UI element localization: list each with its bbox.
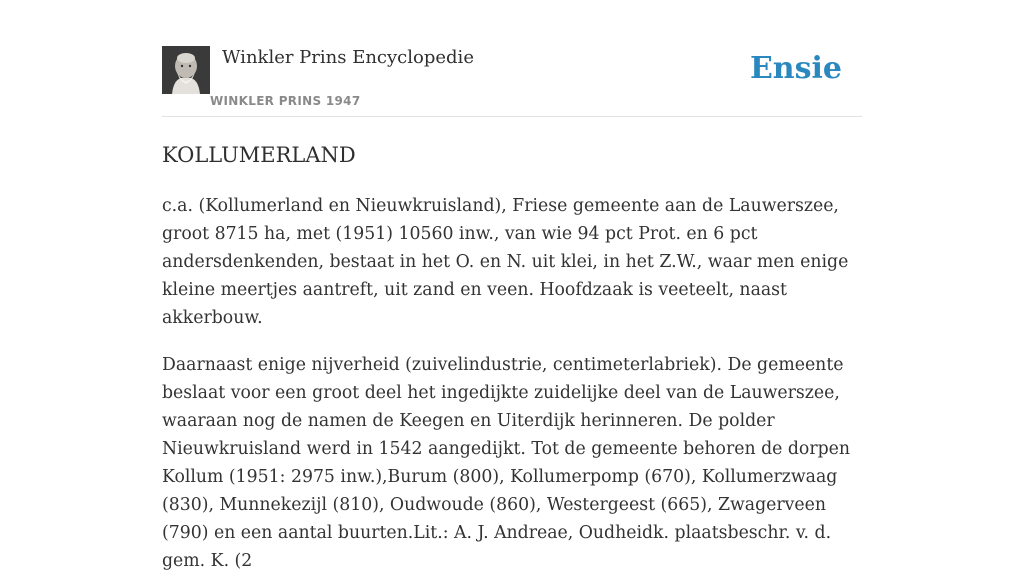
site-title[interactable]: Winkler Prins Encyclopedie [222,47,474,68]
article-paragraph: Daarnaast enige nijverheid (zuivelindustrie, centimeterlabriek). De gemeente beslaat voor een groot deel het ingedijkte zuidelijke deel van de Lauwerszee, waaraan nog de namen de Keegen en Uiterdijk herinneren. De polder Nieuwkruisland werd in 1542 aangedijkt. Tot de gemeente behoren de dorpen Kollum (1951: 2975 inw.),Burum (800), Kollumerpomp (670), Kollumerzwaag (830), Munnekezijl (810), Oudwoude (860), Westergeest (665), Zwagerveen (790) en een aantal buurten.Lit.: A. J. Andreae, Oudheidk. plaatsbeschr. v. d. gem. K. (2 [162,355,851,571]
edition-label[interactable]: WINKLER PRINS 1947 [210,94,361,108]
portrait-icon [162,46,210,94]
ensie-logo-link[interactable]: Ensie [749,51,842,86]
author-avatar[interactable] [162,46,210,94]
entry-title: KOLLUMERLAND [162,143,356,167]
article-paragraph: c.a. (Kollumerland en Nieuwkruisland), Friese gemeente aan de Lauwerszee, groot 8715 ha, met (1951) 10560 inw., van wie 94 pct Prot. en 6 pct andersdenkenden, bestaat in het O. en N. uit klei, in het Z.W., waar men enige kleine meertjes aantreft, uit zand en veen. Hoofdzaak is veeteelt, naast akkerbouw. [162,196,849,328]
site-header [162,46,862,117]
article [162,140,862,575]
